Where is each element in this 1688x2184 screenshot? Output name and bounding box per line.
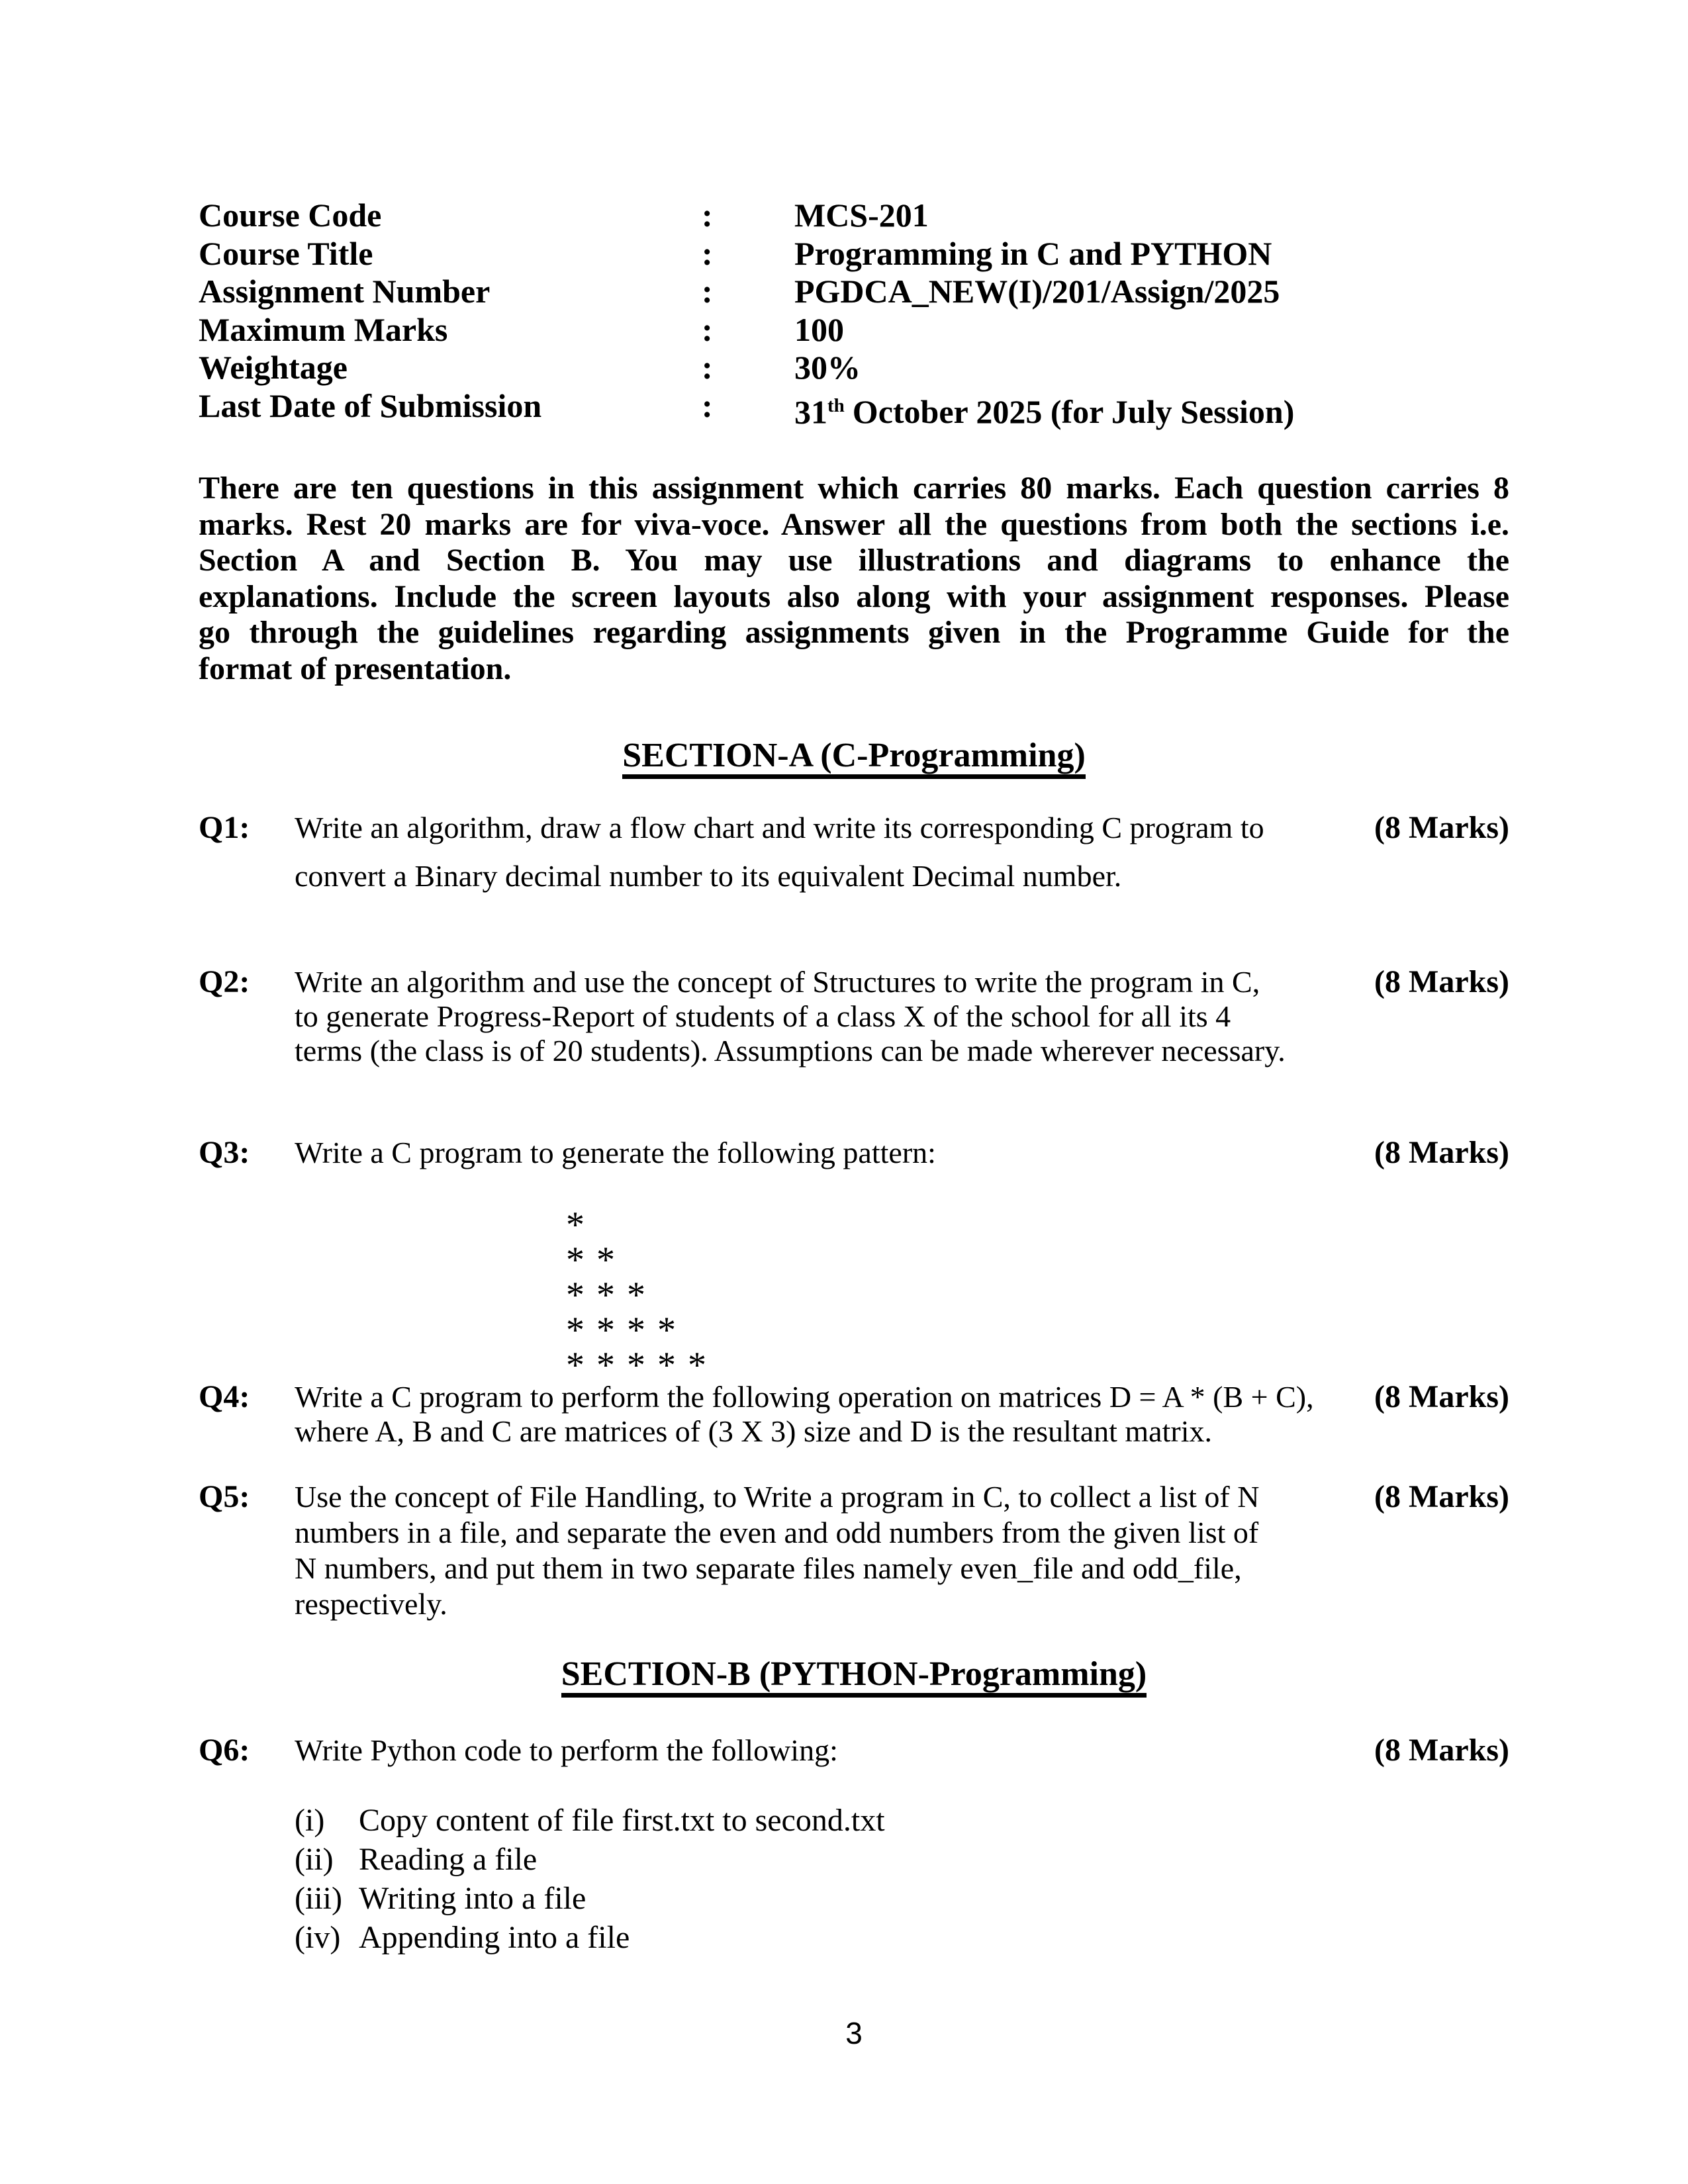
- page-number: 3: [845, 2016, 863, 2050]
- item-text: Writing into a file: [359, 1881, 586, 1916]
- header-value: MCS-201: [794, 197, 929, 234]
- header-row-assignment-number: [199, 273, 1509, 311]
- question-text-line: N numbers, and put them in two separate files namely even_file and odd_file,: [295, 1551, 1242, 1585]
- question-marks: (8 Marks): [1374, 964, 1509, 999]
- header-colon: :: [702, 310, 713, 348]
- intro-line: There are ten questions in this assignment which carries 80 marks. Each question carries 8: [199, 471, 1509, 506]
- header-colon: :: [702, 197, 713, 234]
- question-marks: (8 Marks): [1374, 1479, 1509, 1514]
- question-text-line: Write a C program to perform the following operation on matrices D = A * (B + C),: [295, 1380, 1314, 1414]
- header-value: PGDCA_NEW(I)/201/Assign/2025: [794, 273, 1280, 310]
- intro-line: Section A and Section B. You may use illustrations and diagrams to enhance the: [199, 543, 1509, 578]
- section-b-heading: [199, 1655, 1509, 1698]
- header-row-course-code: [199, 197, 1509, 235]
- header-row-last-date: [199, 387, 1509, 432]
- question-marks: (8 Marks): [1374, 1379, 1509, 1414]
- header-label: Last Date of Submission: [199, 387, 542, 424]
- header-colon: :: [702, 234, 713, 272]
- pattern-row: *: [566, 1205, 586, 1246]
- list-item: [295, 1801, 1374, 1840]
- question-marks: (8 Marks): [1374, 810, 1509, 845]
- star-pattern: [566, 1205, 1374, 1386]
- question-body: [295, 1479, 1374, 1622]
- item-marker: (ii): [295, 1842, 334, 1877]
- item-marker: (iii): [295, 1881, 342, 1916]
- question-block-q2: [199, 964, 1509, 1068]
- intro-line: explanations. Include the screen layouts also along with your assignment responses. Please: [199, 578, 1509, 614]
- question-body: [295, 1380, 1374, 1449]
- header-label: Assignment Number: [199, 273, 491, 310]
- item-marker: (i): [295, 1803, 325, 1838]
- header-label: Course Title: [199, 234, 373, 272]
- section-b-title: SECTION-B (PYTHON-Programming): [561, 1657, 1147, 1698]
- question-text-line: numbers in a file, and separate the even and odd numbers from the given list of: [295, 1516, 1259, 1549]
- list-item: [295, 1918, 1374, 1957]
- question-block-q5: [199, 1479, 1509, 1622]
- question-text-line: Write an algorithm and use the concept of Structures to write the program in C,: [295, 965, 1260, 999]
- submission-date-rest: October 2025 (for July Session): [852, 393, 1295, 431]
- section-a-title: SECTION-A (C-Programming): [622, 738, 1086, 779]
- question-marks: (8 Marks): [1374, 1733, 1509, 1768]
- header-value: Programming in C and PYTHON: [794, 234, 1272, 272]
- intro-line: format of presentation.: [199, 651, 512, 686]
- header-label: Weightage: [199, 349, 348, 386]
- question-block-q4: [199, 1379, 1509, 1449]
- pattern-row: * * * *: [566, 1310, 677, 1351]
- question-block-q6: [199, 1732, 1509, 1957]
- question-number: Q6:: [199, 1733, 250, 1768]
- list-item: [295, 1840, 1374, 1879]
- item-text: Appending into a file: [359, 1920, 630, 1955]
- question-number: Q2:: [199, 964, 250, 999]
- section-a-heading: [199, 736, 1509, 779]
- question-text-line: Write Python code to perform the following:: [295, 1733, 838, 1767]
- pattern-row: * * * * *: [566, 1345, 708, 1386]
- question-number: Q1:: [199, 810, 250, 845]
- item-marker: (iv): [295, 1920, 341, 1955]
- question-number: Q5:: [199, 1479, 250, 1514]
- header-colon: :: [702, 273, 713, 310]
- question-body: [295, 965, 1374, 1068]
- question-number: Q4:: [199, 1379, 250, 1414]
- header-value: [794, 387, 1509, 432]
- header-row-maximum-marks: [199, 311, 1509, 349]
- pattern-row: * * *: [566, 1275, 647, 1316]
- question-body: [295, 1733, 1374, 1957]
- question-text-line: terms (the class is of 20 students). Assumptions can be made wherever necessary.: [295, 1034, 1286, 1068]
- question-number: Q3:: [199, 1135, 250, 1170]
- question-items: [295, 1801, 1374, 1957]
- header-value: 100: [794, 310, 844, 348]
- question-text-line: Write a C program to generate the following pattern:: [295, 1136, 936, 1169]
- header-colon: :: [702, 349, 713, 386]
- list-item: [295, 1879, 1374, 1918]
- question-text-line: where A, B and C are matrices of (3 X 3) size and D is the resultant matrix.: [295, 1414, 1212, 1448]
- item-text: Reading a file: [359, 1842, 538, 1877]
- submission-day: 31: [794, 393, 827, 431]
- pattern-row: * *: [566, 1240, 616, 1281]
- question-text-line: Use the concept of File Handling, to Write a program in C, to collect a list of N: [295, 1480, 1260, 1514]
- header-info-table: [199, 197, 1509, 432]
- header-row-course-title: [199, 235, 1509, 273]
- ordinal-suffix: th: [827, 394, 845, 416]
- question-text-line: to generate Progress-Report of students of a class X of the school for all its 4: [295, 999, 1231, 1033]
- question-marks: (8 Marks): [1374, 1135, 1509, 1170]
- header-colon: :: [702, 387, 713, 424]
- question-body: [295, 1136, 1374, 1386]
- header-label: Maximum Marks: [199, 310, 448, 348]
- item-text: Copy content of file first.txt to second.txt: [359, 1803, 885, 1838]
- question-text-line: respectively.: [295, 1587, 447, 1621]
- header-row-weightage: [199, 349, 1509, 387]
- question-block-q1: [199, 803, 1509, 900]
- question-text-line: convert a Binary decimal number to its equivalent Decimal number.: [295, 859, 1122, 893]
- header-value: 30%: [794, 349, 861, 386]
- intro-line: marks. Rest 20 marks are for viva-voce. Answer all the questions from both the sections i.e.: [199, 506, 1509, 542]
- question-block-q3: [199, 1134, 1509, 1386]
- header-label: Course Code: [199, 197, 382, 234]
- question-text-line: Write an algorithm, draw a flow chart and write its corresponding C program to: [295, 811, 1264, 844]
- intro-line: go through the guidelines regarding assignments given in the Programme Guide for the: [199, 615, 1509, 650]
- intro-paragraph: [199, 471, 1509, 687]
- question-body: [295, 803, 1374, 900]
